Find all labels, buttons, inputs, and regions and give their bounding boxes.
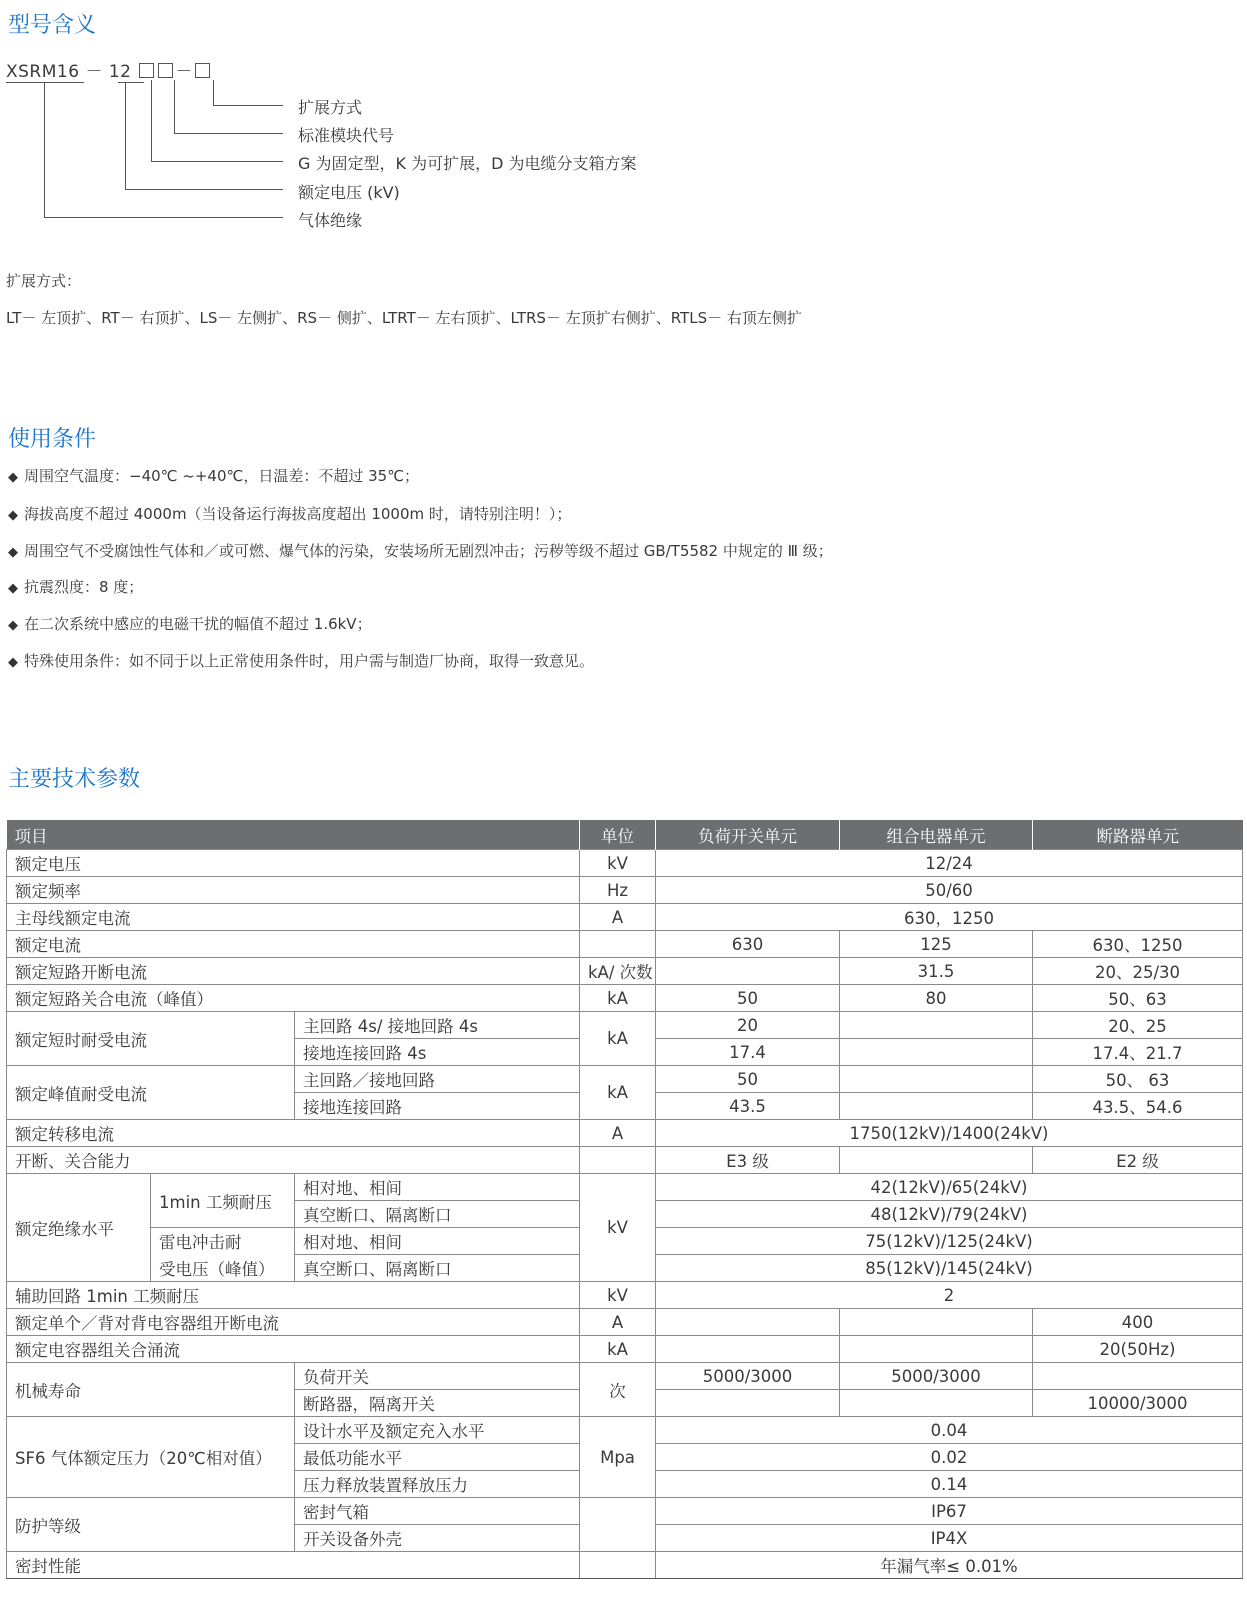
diamond-bullet-icon: ◆ [8,655,18,670]
model-label-module: 标准模块代号 [298,126,395,145]
table-row: 额定短路开断电流 kA/ 次数 31.5 20、25/30 [7,958,1243,985]
table-row: 主母线额定电流 A 630，1250 [7,904,1243,931]
header-item: 项目 [7,820,580,850]
diamond-bullet-icon: ◆ [8,618,18,633]
model-label-gas: 气体绝缘 [298,211,363,230]
header-combined: 组合电器单元 [840,820,1033,850]
model-label-voltage: 额定电压 (kV) [298,183,400,202]
section-title-model: 型号含义 [8,13,97,38]
table-row: 额定单个／背对背电容器组开断电流 A 400 [7,1309,1243,1336]
table-row: 真空断口、隔离断口 48(12kV)/79(24kV) [7,1201,1243,1228]
header-unit: 单位 [580,820,656,850]
condition-item: ◆ 周围空气温度：−40℃ ~+40℃，日温差：不超过 35℃； [8,467,420,485]
model-label-type: G 为固定型，K 为可扩展，D 为电缆分支箱方案 [298,154,637,173]
placeholder-box [158,63,173,78]
table-row: 额定电压 kV 12/24 [7,850,1243,877]
table-row: SF6 气体额定压力（20℃相对值） 设计水平及额定充入水平 Mpa 0.04 [7,1417,1243,1444]
table-row: 防护等级 密封气箱 IP67 [7,1498,1243,1525]
header-load-switch: 负荷开关单元 [656,820,840,850]
model-code-prefix: XSRM16 － 12 [6,62,132,82]
table-row: 断路器，隔离开关 10000/3000 [7,1390,1243,1417]
condition-item: ◆ 周围空气不受腐蚀性气体和／或可燃、爆气体的污染，安装场所无剧烈冲击；污秽等级不超过 GB/T5582 中规定的 Ⅲ 级； [8,542,833,560]
table-header-row [7,820,1243,850]
table-row: 压力释放装置释放压力 0.14 [7,1471,1243,1498]
diamond-bullet-icon: ◆ [8,508,18,523]
section-title-tech: 主要技术参数 [8,767,141,792]
diamond-bullet-icon: ◆ [8,581,18,596]
table-row: 额定电容器组关合涌流 kA 20(50Hz) [7,1336,1243,1363]
condition-item: ◆ 海拔高度不超过 4000m（当设备运行海拔高度超出 1000m 时，请特别注明！）； [8,505,572,523]
table-row: 接地连接回路 43.5 43.5、54.6 [7,1093,1243,1120]
table-row: 辅助回路 1min 工频耐压 kV 2 [7,1282,1243,1309]
placeholder-box [139,63,154,78]
table-row: 开断、关合能力 E3 级 E2 级 [7,1147,1243,1174]
spec-table [6,820,1243,1579]
model-code-dash: － [175,62,193,82]
table-row: 额定转移电流 A 1750(12kV)/1400(24kV) [7,1120,1243,1147]
table-row: 开关设备外壳 IP4X [7,1525,1243,1552]
table-row: 接地连接回路 4s 17.4 17.4、21.7 [7,1039,1243,1066]
table-row: 额定短路关合电流（峰值） kA 50 80 50、63 [7,985,1243,1012]
model-label-expansion: 扩展方式 [298,98,363,117]
table-row: 额定频率 Hz 50/60 [7,877,1243,904]
diamond-bullet-icon: ◆ [8,545,18,560]
table-row: 额定短时耐受电流 主回路 4s/ 接地回路 4s kA 20 20、25 [7,1012,1243,1039]
condition-item: ◆ 特殊使用条件：如不同于以上正常使用条件时，用户需与制造厂协商，取得一致意见。 [8,652,595,670]
section-title-conditions: 使用条件 [8,427,97,452]
table-row: 额定绝缘水平 1min 工频耐压 相对地、相间 kV 42(12kV)/65(24kV) [7,1174,1243,1201]
table-row: 机械寿命 负荷开关 次 5000/3000 5000/3000 [7,1363,1243,1390]
table-row: 密封性能 年漏气率≤ 0.01% [7,1552,1243,1579]
table-row: 雷电冲击耐 相对地、相间 75(12kV)/125(24kV) [7,1228,1243,1255]
table-row: 额定电流 630 125 630、1250 [7,931,1243,958]
table-row: 最低功能水平 0.02 [7,1444,1243,1471]
header-breaker: 断路器单元 [1033,820,1243,850]
table-row: 受电压（峰值） 真空断口、隔离断口 85(12kV)/145(24kV) [7,1255,1243,1282]
table-row: 额定峰值耐受电流 主回路／接地回路 kA 50 50、 63 [7,1066,1243,1093]
expansion-title: 扩展方式： [6,272,82,290]
diamond-bullet-icon: ◆ [8,470,18,485]
condition-item: ◆ 在二次系统中感应的电磁干扰的幅值不超过 1.6kV； [8,615,372,633]
model-code [6,57,212,82]
condition-item: ◆ 抗震烈度：8 度； [8,578,144,596]
expansion-text: LT－ 左顶扩、RT－ 右顶扩、LS－ 左侧扩、RS－ 侧扩、LTRT－ 左右顶扩、LTRS－ 左顶扩右侧扩、RTLS－ 右顶左侧扩 [6,309,802,327]
placeholder-box [195,63,210,78]
